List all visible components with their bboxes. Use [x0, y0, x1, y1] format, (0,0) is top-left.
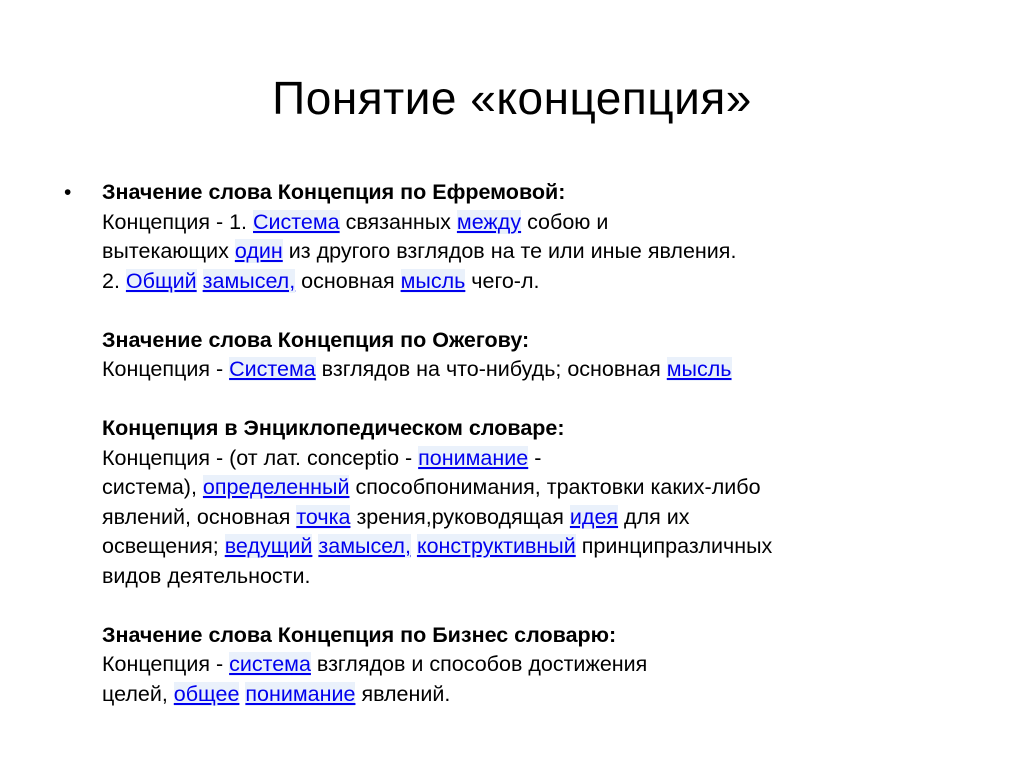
encyclopedic-line-4	[102, 532, 964, 562]
encyclopedic-line-1	[102, 444, 964, 474]
spacer	[102, 385, 964, 415]
text: Концепция -	[102, 357, 230, 381]
text: взглядов и способов достижения	[310, 652, 648, 676]
text: основная	[295, 268, 401, 293]
business-line-2	[102, 680, 964, 710]
ozhegov-heading: Значение слова Концепция по Ожегову:	[102, 327, 530, 352]
spacer	[102, 591, 964, 621]
link-vedushchiy[interactable]: ведущий	[224, 534, 313, 558]
efremova-line-3	[102, 267, 964, 297]
text: связанных	[339, 209, 457, 234]
encyclopedic-heading: Концепция в Энциклопедическом словаре:	[102, 416, 565, 440]
text: для их	[618, 504, 690, 529]
text: чего-л.	[465, 268, 540, 293]
efremova-heading: Значение слова Концепция по Ефремовой:	[102, 180, 566, 204]
text: вытекающих	[102, 239, 235, 263]
text: Концепция -	[102, 652, 230, 676]
text: освещения;	[102, 534, 225, 558]
text: Концепция - (от лат. conceptio -	[102, 445, 419, 470]
link-mysl[interactable]: мысль	[666, 357, 732, 381]
slide-content	[64, 178, 964, 709]
ozhegov-line-1	[102, 355, 964, 385]
text: система),	[102, 475, 203, 499]
link-zamysel[interactable]: замысел,	[202, 268, 296, 293]
text: 2.	[102, 268, 126, 293]
text: целей,	[102, 681, 174, 706]
link-ponimanie[interactable]: понимание	[418, 445, 529, 470]
business-line-1	[102, 650, 964, 680]
link-sistema[interactable]: Система	[229, 357, 316, 381]
business-heading: Значение слова Концепция по Бизнес словарю:	[102, 622, 617, 647]
text: явлений.	[355, 681, 451, 706]
text: способпонимания, трактовки каких-либо	[349, 475, 761, 499]
text: из другого взглядов на те или иные явления.	[282, 239, 737, 263]
text: зрения,руководящая	[350, 504, 570, 529]
bullet-body	[102, 178, 964, 709]
link-ponimanie[interactable]: понимание	[245, 681, 356, 706]
text: Концепция - 1.	[102, 209, 254, 234]
text: принципразличных	[575, 534, 773, 558]
spacer	[102, 296, 964, 326]
efremova-line-2	[102, 237, 964, 267]
text: собою и	[521, 209, 609, 234]
efremova-line-1	[102, 208, 964, 238]
link-opredelennyy[interactable]: определенный	[202, 475, 350, 499]
slide-title: Понятие «концепция»	[272, 72, 752, 124]
bullet-icon: •	[64, 181, 72, 204]
encyclopedic-line-3	[102, 503, 964, 533]
link-sistema[interactable]: Система	[253, 209, 340, 234]
link-sistema[interactable]: система	[229, 652, 311, 676]
text: явлений, основная	[102, 504, 297, 529]
encyclopedic-line-2	[102, 473, 964, 503]
link-odin[interactable]: один	[234, 239, 283, 263]
link-tochka[interactable]: точка	[296, 504, 351, 529]
encyclopedic-line-5: видов деятельности.	[102, 563, 311, 588]
text: взглядов на что-нибудь; основная	[315, 357, 667, 381]
link-zamysel[interactable]: замысел,	[318, 534, 411, 558]
link-mysl[interactable]: мысль	[400, 268, 466, 293]
link-mezhdu[interactable]: между	[456, 209, 522, 234]
text: -	[528, 445, 542, 470]
link-obshchee[interactable]: общее	[173, 681, 240, 706]
link-obshchiy[interactable]: Общий	[125, 268, 197, 293]
link-konstruktivnyy[interactable]: конструктивный	[416, 534, 576, 558]
link-ideya[interactable]: идея	[569, 504, 619, 529]
